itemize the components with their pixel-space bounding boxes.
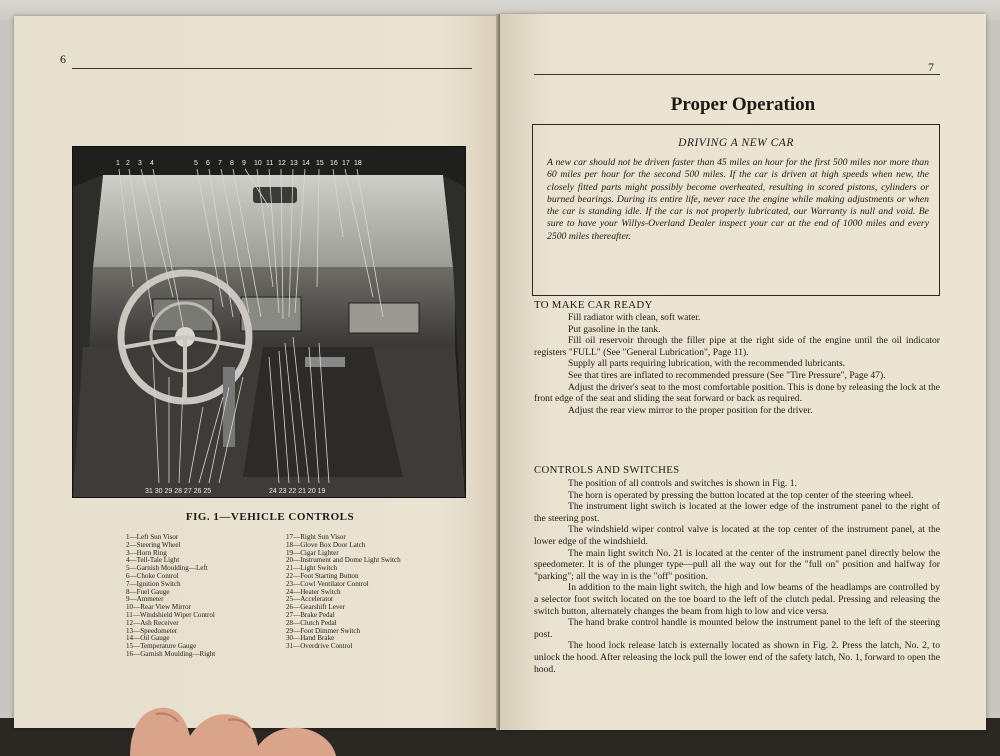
dashboard-illustration — [73, 147, 465, 497]
legend-item: 22—Foot Starting Button — [286, 571, 359, 580]
photo-callout-number: 7 — [218, 160, 222, 167]
photo-callout-number: 18 — [354, 160, 362, 167]
paragraph: The hood lock release latch is externally located as shown in Fig. 2. Press the latch, No. 2, to unlock the hood. After releasing the lock pull the lower end of the safety latch, No. 1, forward to open the hood. — [534, 640, 940, 675]
legend-item: 29—Foot Dimmer Switch — [286, 626, 361, 635]
section-controls-body — [534, 478, 940, 675]
legend-item: 20—Instrument and Dome Light Switch — [286, 556, 401, 565]
paragraph: Fill oil reservoir through the filler pipe at the right side of the engine until the oil indicator registers "FULL" (See "General Lubrication", Page 11). — [534, 335, 940, 358]
photo-callout-number: 15 — [316, 160, 324, 167]
photo-callout-number: 16 — [330, 160, 338, 167]
legend-left-column — [126, 534, 215, 659]
page-number-left: 6 — [60, 52, 66, 66]
hand-fingers — [120, 690, 340, 756]
legend-item: 28—Clutch Pedal — [286, 618, 337, 627]
legend-item: 16—Garnish Moulding—Right — [126, 649, 216, 658]
legend-item: 30—Hand Brake — [286, 634, 335, 643]
photo-callout-number: 3 — [138, 160, 142, 167]
paragraph: The horn is operated by pressing the button located at the top center of the steering wheel. — [568, 489, 914, 501]
photo-callout-number: 12 — [278, 160, 286, 167]
paragraph: Supply all parts requiring lubrication, with the recommended lubricants. — [568, 358, 846, 370]
legend-item: 18—Glove Box Door Latch — [286, 540, 366, 549]
legend-item: 12—Ash Receiver — [126, 618, 179, 627]
legend-item: 13—Speedometer — [126, 626, 178, 635]
figure-caption: FIG. 1—VEHICLE CONTROLS — [185, 511, 355, 523]
header-rule-left — [72, 68, 472, 69]
driving-new-car-box — [532, 124, 940, 296]
box-heading: DRIVING A NEW CAR — [678, 137, 794, 149]
paragraph: The windshield wiper control valve is located at the top center of the instrument panel, at the lower edge of the windshield. — [534, 524, 940, 547]
legend-item: 19—Cigar Lighter — [286, 548, 339, 557]
photo-bottom-callouts-left: 31 30 29 28 27 26 25 — [145, 488, 212, 495]
legend-item: 4—Tell-Tale Light — [126, 556, 180, 565]
legend-item: 3—Horn Ring — [126, 548, 167, 557]
photo-callout-number: 8 — [230, 160, 234, 167]
page-number-right: 7 — [928, 60, 934, 74]
legend-item: 6—Choke Control — [126, 571, 179, 580]
photo-callout-number: 9 — [242, 160, 246, 167]
paragraph: In addition to the main light switch, the high and low beams of the headlamps are controlled by a selector foot switch located on the toe board to the left of the clutch pedal. Pressing and releasing the switch button, alternately changes the beam from high to low and vice versa. — [534, 582, 940, 617]
legend-item: 10—Rear View Mirror — [126, 603, 191, 612]
legend-item: 11—Windshield Wiper Control — [126, 610, 215, 619]
legend-item: 31—Overdrive Control — [286, 642, 353, 651]
photo-callout-number: 10 — [254, 160, 262, 167]
legend-right-column — [286, 534, 401, 651]
legend-item: 8—Fuel Gauge — [126, 587, 170, 596]
photo-callout-number: 17 — [342, 160, 350, 167]
paragraph: Adjust the driver's seat to the most comfortable position. This is done by releasing the lock at the front edge of the seat and sliding the seat forward or back as required. — [534, 381, 940, 405]
section-heading-controls: CONTROLS AND SWITCHES — [534, 464, 680, 476]
paragraph: The position of all controls and switches is shown in Fig. 1. — [568, 478, 797, 489]
photo-bottom-callouts-right: 24 23 22 21 20 19 — [269, 488, 326, 495]
paragraph: See that tires are inflated to recommended pressure (See "Tire Pressure", Page 47). — [568, 369, 886, 381]
paragraph: The main light switch No. 21 is located at the center of the instrument panel directly below the speedometer. It is of the plunger type—pull all the way out for the "full on" position and halfway for "parking"; all the way in is the "off" position. — [534, 547, 940, 582]
paragraph: Put gasoline in the tank. — [568, 323, 661, 335]
photo-callout-number: 13 — [290, 160, 298, 167]
photo-callout-number: 6 — [206, 160, 210, 167]
section-make-car-ready-body — [534, 312, 940, 416]
legend-item: 25—Accelerator — [286, 595, 334, 604]
left-page — [14, 16, 500, 728]
right-page — [500, 14, 986, 730]
legend-item: 17—Right Sun Visor — [286, 533, 346, 541]
legend-item: 27—Brake Pedal — [286, 610, 335, 619]
legend-item: 21—Light Switch — [286, 564, 338, 573]
legend-item: 2—Steering Wheel — [126, 540, 181, 549]
legend-item: 24—Heater Switch — [286, 587, 341, 596]
photo-callout-number: 1 — [116, 160, 120, 167]
photo-callout-number: 11 — [266, 160, 274, 167]
legend-item: 9—Ammeter — [126, 595, 164, 604]
legend-item: 14—Oil Gauge — [126, 634, 170, 643]
section-heading-make-car-ready: TO MAKE CAR READY — [534, 299, 653, 311]
paragraph: The instrument light switch is located at the lower edge of the instrument panel to the right of the steering post. — [534, 501, 940, 524]
photo-callout-number: 4 — [150, 160, 154, 167]
legend-item: 15—Temperature Gauge — [126, 642, 197, 651]
legend-item: 5—Garnish Moulding—Left — [126, 564, 208, 573]
box-text: A new car should not be driven faster than 45 miles an hour for the first 500 miles nor more than 60 miles per hour for the second 500 miles. If the car is driven at high speeds when new, the closely fitted parts might possibly become overheated, resulting in scored pistons, cylinders or burned bearings. During its entire life, never race the engine while making adjustments or when the car is standing idle. If the car is not properly lubricated, our Warranty is null and void. Be sure to have your Willys-Overland Dealer inspect your car at the end of 1000 miles and every 2500 miles thereafter. — [547, 157, 929, 242]
legend-item: 26—Gearshift Lever — [286, 603, 345, 612]
paragraph: Adjust the rear view mirror to the proper position for the driver. — [568, 404, 813, 416]
photo-callout-number: 5 — [194, 160, 198, 167]
paragraph: Fill radiator with clean, soft water. — [568, 312, 701, 323]
photo-callout-number: 2 — [126, 160, 130, 167]
page-title: Proper Operation — [670, 94, 816, 115]
legend-item: 1—Left Sun Visor — [126, 533, 179, 541]
legend-item: 7—Ignition Switch — [126, 579, 181, 588]
paragraph: The hand brake control handle is mounted below the instrument panel to the left of the steering post. — [534, 617, 940, 640]
header-rule-right — [534, 74, 940, 75]
photo-callout-number: 14 — [302, 160, 310, 167]
legend-item: 23—Cowl Ventilator Control — [286, 579, 369, 588]
vehicle-dashboard-photo — [72, 146, 466, 498]
